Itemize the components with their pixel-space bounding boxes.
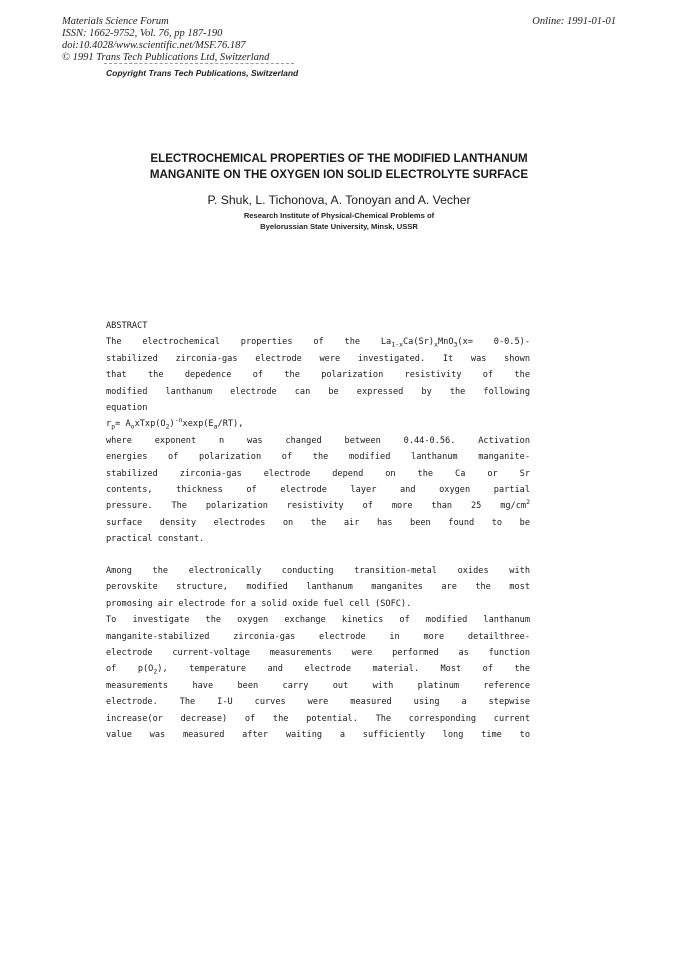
intro-line: manganite-stabilized zirconia-gas electrode in more detailthree- bbox=[106, 631, 530, 642]
citation-header bbox=[62, 16, 269, 64]
intro-line: perovskite structure, modified lanthanum manganites are the most bbox=[106, 582, 530, 593]
abstract-line: practical constant. bbox=[106, 534, 205, 545]
abstract-line: modified lanthanum electrode can be expressed by the following bbox=[106, 386, 530, 397]
abstract-line: where exponent n was changed between 0.44-0.56. Activation bbox=[106, 435, 530, 446]
intro-line: electrode current-voltage measurements were performed as function bbox=[106, 647, 530, 658]
abstract-line: pressure. The polarization resistivity of more than 25 $mg/cm^2$ bbox=[106, 498, 530, 512]
affiliation bbox=[70, 211, 608, 232]
abstract-line: stabilized zirconia-gas electrode were investigated. It was shown bbox=[106, 353, 530, 364]
publisher-copyright: © 1991 Trans Tech Publications Ltd, Switzerland bbox=[62, 52, 270, 63]
abstract-line: energies of polarization of the modified lanthanum manganite- bbox=[106, 452, 530, 463]
abstract-line: stabilized zirconia-gas electrode depend on the Ca or Sr bbox=[106, 468, 530, 479]
paper-title bbox=[70, 151, 608, 183]
abstract-heading: ABSTRACT bbox=[106, 321, 148, 331]
doi-line: doi:10.4028/www.scientific.net/MSF.76.187 bbox=[62, 40, 246, 51]
intro-line: Among the electronically conducting transition-metal oxides with bbox=[106, 566, 530, 576]
intro-line: To investigate the oxygen exchange kinetics of modified lanthanum bbox=[106, 615, 530, 626]
journal-name: Materials Science Forum bbox=[62, 16, 169, 27]
polarization-equation: $r_p=$ $A_oxTxp(O_2)^{-n}xexp(E_a/RT)$, bbox=[106, 416, 244, 432]
issn-line: ISSN: 1662-9752, Vol. 76, pp 187-190 bbox=[62, 28, 223, 39]
abstract-line: contents, thickness of electrode layer and oxygen partial bbox=[106, 484, 530, 495]
intro-line: of $p(O_2)$, temperature and electrode material. Most of the bbox=[106, 664, 530, 677]
intro-line: promosing air electrode for a solid oxide fuel cell (SOFC). bbox=[106, 598, 412, 609]
abstract-line: equation bbox=[106, 402, 148, 413]
abstract-section bbox=[106, 318, 530, 547]
cut-line-divider bbox=[104, 63, 294, 64]
abstract-line: The electrochemical properties of the $La_{1-x}Ca(Sr)_xMnO_3(x= 0-0.5)-$ bbox=[106, 337, 530, 350]
abstract-line: that the depedence of the polarization resistivity of the bbox=[106, 370, 530, 381]
copyright-stamp: Copyright Trans Tech Publications, Switzerland bbox=[106, 68, 299, 78]
intro-line: value was measured after waiting a sufficiently long time to bbox=[106, 729, 530, 740]
online-date: Online: 1991-01-01 bbox=[532, 16, 616, 27]
intro-line: electrode. The I-U curves were measured using a stepwise bbox=[106, 697, 530, 708]
intro-line: measurements have been carry out with platinum reference bbox=[106, 680, 530, 691]
affiliation-line: Research Institute of Physical-Chemical Problems of bbox=[243, 211, 435, 220]
affiliation-line: Byelorussian State University, Minsk, USSR bbox=[260, 221, 418, 231]
author-list: P. Shuk, L. Tichonova, A. Tonoyan and A. Vecher bbox=[207, 193, 471, 207]
title-line: ELECTROCHEMICAL PROPERTIES OF THE MODIFIED LANTHANUM bbox=[150, 152, 528, 165]
abstract-line: surface density electrodes on the air has been found to be bbox=[106, 517, 530, 528]
intro-line: increase(or decrease) of the potential. The corresponding current bbox=[106, 713, 530, 724]
title-line: MANGANITE ON THE OXYGEN ION SOLID ELECTROLYTE SURFACE bbox=[149, 168, 529, 181]
introduction-section bbox=[106, 563, 530, 743]
